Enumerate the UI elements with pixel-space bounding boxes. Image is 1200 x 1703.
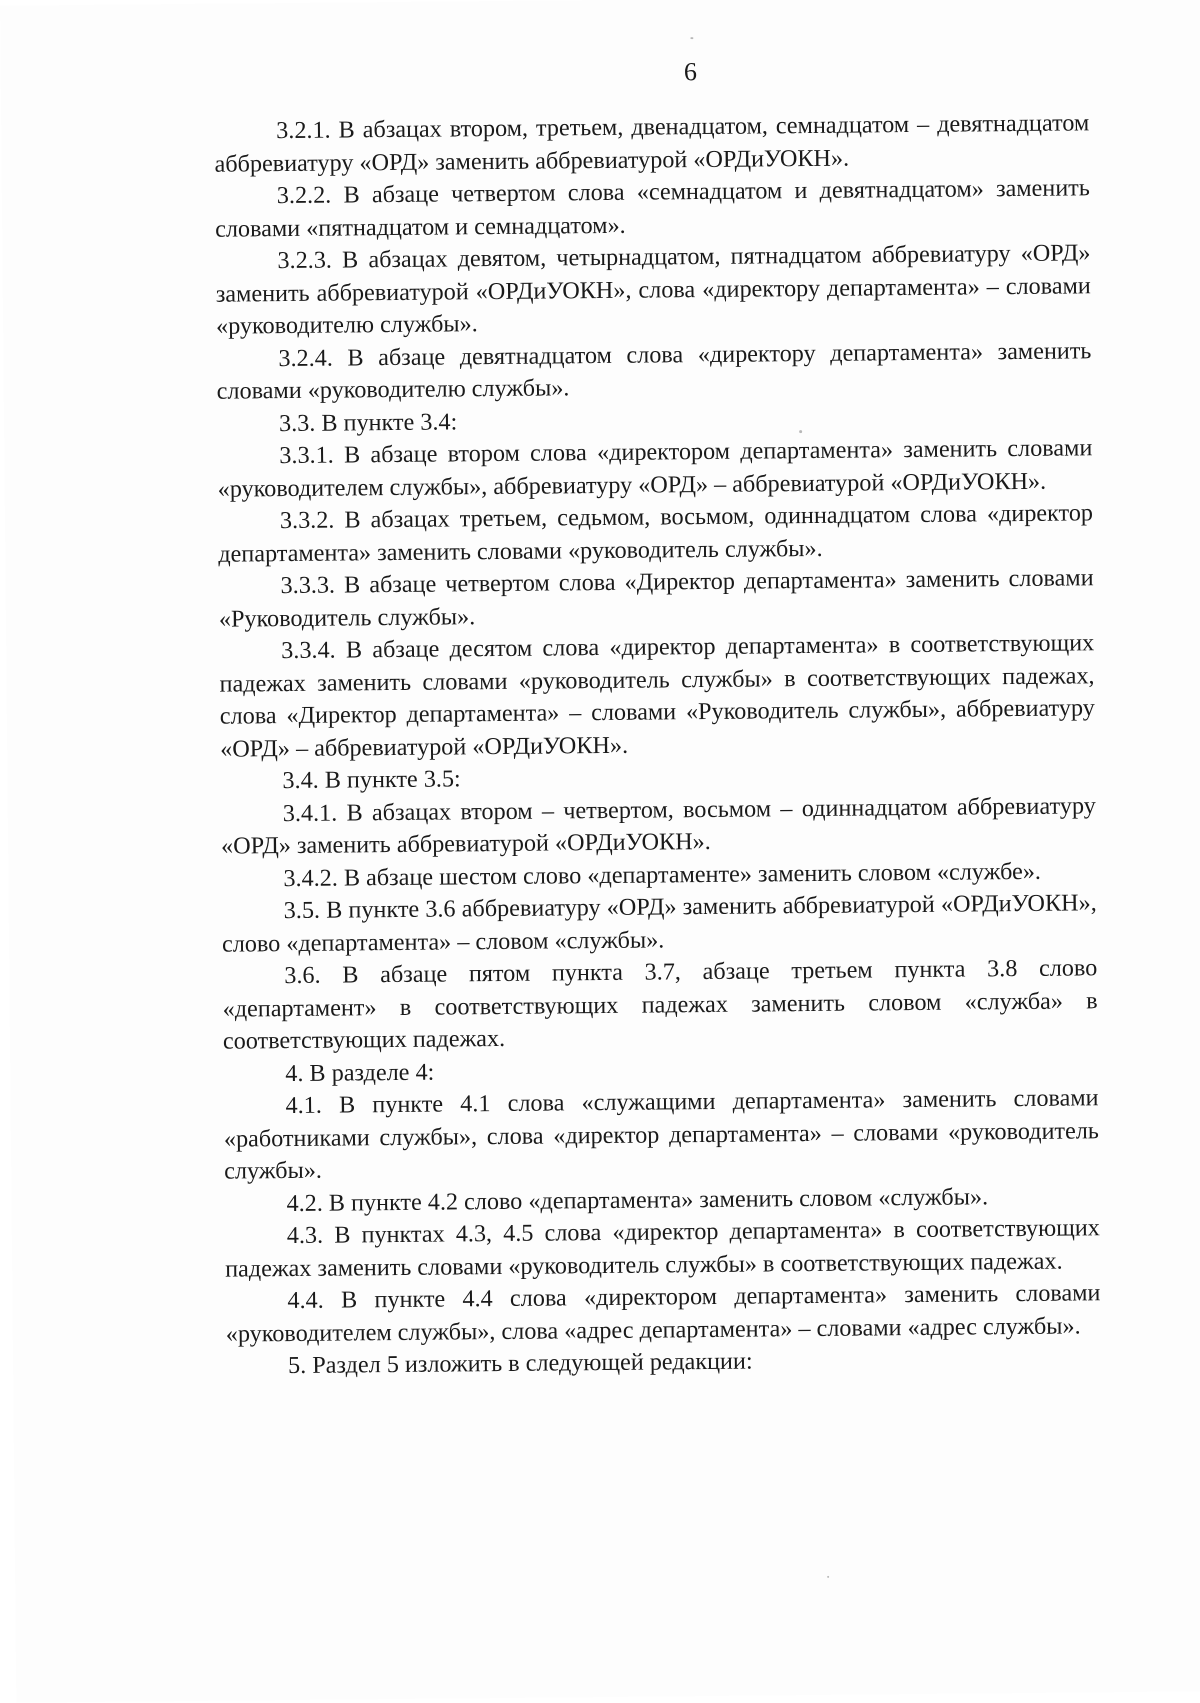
paragraph-3-3: 3.3. В пункте 3.4:	[278, 407, 458, 437]
paragraph-3-3-3: 3.3.3. В абзаце четвертом слова «Директор департамента» заменить словами «Руководитель службы».	[218, 564, 1094, 633]
scan-speck	[799, 430, 802, 433]
paragraph-3-2-2: 3.2.2. В абзаце четвертом слова «семнадцатом и девятнадцатом» заменить словами «пятнадцатом и семнадцатом».	[215, 174, 1090, 243]
paragraph-3-4-2: 3.4.2. В абзаце шестом слово «департаменте» заменить словом «службе».	[283, 857, 1042, 892]
page-number: 6	[683, 57, 698, 87]
paragraph-3-3-4: 3.3.4. В абзаце десятом слова «директор департамента» в соответствующих падежах заменить словами «руководитель службы» в соответствующих падежах, слова «Директор департамента» – словами «Руководитель службы», аббревиатуру «ОРД» – аббревиатурой «ОРДиУОКН».	[219, 629, 1095, 763]
paragraph-4-4: 4.4. В пункте 4.4 слова «директором департамента» заменить словами «руководителем службы», слова «адрес департамента» – словами «адрес службы».	[225, 1279, 1101, 1348]
paragraph-4-1: 4.1. В пункте 4.1 слова «служащими департамента» заменить словами «работниками службы», слова «директор департамента» – словами «руководитель службы».	[223, 1084, 1100, 1185]
paragraph-5: 5. Раздел 5 изложить в следующей редакции:	[287, 1347, 753, 1380]
paragraph-3-2-1: 3.2.1. В абзацах втором, третьем, двенадцатом, семнадцатом – девятнадцатом аббревиатуру «ОРД» заменить аббревиатурой «ОРДиУОКН».	[214, 109, 1090, 178]
paragraph-3-2-4: 3.2.4. В абзаце девятнадцатом слова «директору департамента» заменить словами «руководителю службы».	[216, 336, 1092, 405]
document-body	[214, 107, 1101, 1383]
scan-speck	[690, 37, 693, 39]
paragraph-3-6: 3.6. В абзаце пятом пункта 3.7, абзаце третьем пункта 3.8 слово «департамент» в соответствующих падежах заменить словом «служба» в соответствующих падежах.	[222, 954, 1098, 1055]
paragraph-4-2: 4.2. В пункте 4.2 слово «департамента» заменить словом «службы».	[286, 1182, 989, 1217]
paragraph-3-4: 3.4. В пункте 3.5:	[282, 765, 461, 795]
paragraph-3-4-1: 3.4.1. В абзацах втором – четвертом, восьмом – одиннадцатом аббревиатуру «ОРД» заменить аббревиатурой «ОРДиУОКН».	[220, 791, 1096, 860]
scan-speck	[827, 1576, 829, 1578]
paragraph-4-3: 4.3. В пунктах 4.3, 4.5 слова «директор департамента» в соответствующих падежах заменить словами «руководитель службы» в соответствующих падежах.	[225, 1214, 1100, 1283]
paragraph-3-5: 3.5. В пункте 3.6 аббревиатуру «ОРД» заменить аббревиатурой «ОРДиУОКН», слово «департамента» – словом «службы».	[221, 889, 1097, 958]
paragraph-4: 4. В разделе 4:	[285, 1058, 435, 1087]
paragraph-3-3-2: 3.3.2. В абзацах третьем, седьмом, восьмом, одиннадцатом слова «директор департамента» заменить словами «руководитель службы».	[218, 499, 1094, 568]
paragraph-3-2-3: 3.2.3. В абзацах девятом, четырнадцатом, пятнадцатом аббревиатуру «ОРД» заменить аббревиатурой «ОРДиУОКН», слова «директору департамента» – словами «руководителю службы».	[215, 239, 1091, 340]
paragraph-3-3-1: 3.3.1. В абзаце втором слова «директором департамента» заменить словами «руководителем службы», аббревиатуру «ОРД» – аббревиатурой «ОРДиУОКН».	[217, 434, 1093, 503]
